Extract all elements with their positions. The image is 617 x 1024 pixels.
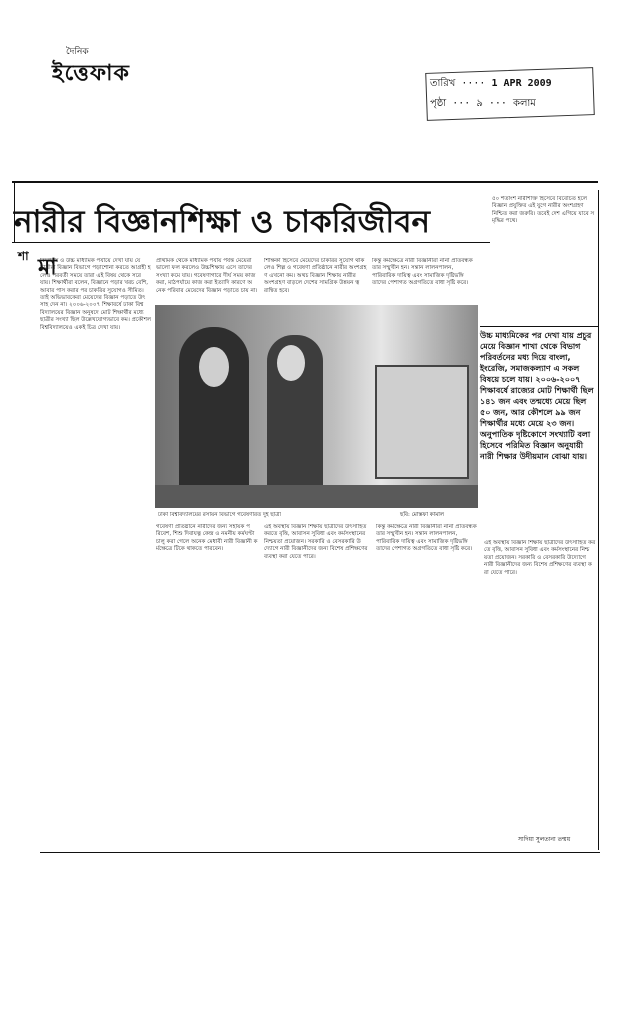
stamp-date: 1 APR 2009 <box>491 78 552 89</box>
article-photo <box>155 305 478 508</box>
stamp-column-label: কলাম <box>512 98 536 109</box>
column-7 <box>376 524 480 834</box>
column-text: কিন্তু কর্মক্ষেত্রে নারী বিজ্ঞানীরা নানা প্রতিবন্ধকতার সম্মুখীন হন। সন্তান লালনপালন, পারিবারিক দায়িত্ব এবং সামাজিক দৃষ্টিভঙ্গি তাদের পেশাগত অগ্রগতিতে বাধা সৃষ্টি করে। <box>376 524 477 553</box>
column-text: শিক্ষিকা হিসেবে মেয়েদের চাকরির সুযোগ থাকলেও শিল্প ও গবেষণা প্রতিষ্ঠানে নারীর অংশগ্রহণ এখনো কম। অথচ বিজ্ঞান শিক্ষায় নারীর অংশগ্রহণ বাড়লে দেশের সামগ্রিক উন্নয়ন ত্বরান্বিত হবে। <box>264 258 367 294</box>
column-text: এই অবস্থায় বিজ্ঞান শিক্ষায় ছাত্রীদের উৎসাহিত করতে বৃত্তি, আবাসন সুবিধা এবং কর্মসংস্থানের নিশ্চয়তা প্রয়োজন। সরকারি ও বেসরকারি উদ্যোগে নারী বিজ্ঞানীদের জন্য বিশেষ প্রশিক্ষণের ব্যবস্থা করা যেতে পারে। <box>264 524 368 560</box>
headline-rule <box>12 242 490 243</box>
stamp-date-label: তারিখ <box>430 78 456 89</box>
column-text: কিন্তু কর্মক্ষেত্রে নারী বিজ্ঞানীরা নানা প্রতিবন্ধকতার সম্মুখীন হন। সন্তান লালনপালন, পারিবারিক দায়িত্ব এবং সামাজিক দৃষ্টিভঙ্গি তাদের পেশাগত অগ্রগতিতে বাধা সৃষ্টি করে। <box>372 258 473 287</box>
bottom-rule <box>40 852 600 853</box>
byline: সাদিয়া সুলতানা তন্ময় <box>518 836 571 843</box>
pull-quote-rule <box>480 326 598 327</box>
column-text: এই অবস্থায় বিজ্ঞান শিক্ষায় ছাত্রীদের উৎসাহিত করতে বৃত্তি, আবাসন সুবিধা এবং কর্মসংস্থানের নিশ্চয়তা প্রয়োজন। সরকারি ও বেসরকারি উদ্যোগে নারী বিজ্ঞানীদের জন্য বিশেষ প্রশিক্ষণের ব্যবস্থা করা যেতে পারে। <box>484 540 596 576</box>
column-2 <box>156 258 260 302</box>
stamp-page: ৯ <box>476 98 483 109</box>
masthead-logo: ইত্তেফাক <box>52 61 130 86</box>
column-text: গবেষণা প্রতিষ্ঠানে নারীদের জন্য সহায়ক পরিবেশ, শিশু দিবাযত্ন কেন্দ্র ও নমনীয় কর্মঘণ্টা চালু করা গেলে অনেক মেধাবী নারী বিজ্ঞানী কর্মক্ষেত্রে টিকে থাকতে পারবেন। <box>156 524 258 553</box>
stamp-page-label: পৃষ্ঠা <box>430 98 447 109</box>
column-text: বিদ্যালয় ও উচ্চ মাধ্যমিক পর্যায়ে দেখা যায় যে ছাত্রীরা বিজ্ঞান বিভাগে পড়াশোনা করতে আগ্রহী হলেও পরবর্তী সময়ে তারা এই বিষয় থেকে সরে যায়। শিক্ষার্থীরা বলেন, বিজ্ঞানে পড়ার খরচ বেশি, আবার পাস করার পর চাকরির সুযোগও সীমিত। তাই অভিভাবকেরা মেয়েদের বিজ্ঞান পড়াতে উৎসাহ দেন না। ২০০৬-২০০৭ শিক্ষাবর্ষে ঢাকা বিশ্ববিদ্যালয়ের বিজ্ঞান অনুষদে মোট শিক্ষার্থীর মধ্যে ছাত্রীর সংখ্যা ছিল উল্লেখযোগ্যভাবে কম। প্রকৌশল বিশ্ববিদ্যালয়েও একই চিত্র দেখা যায়। <box>40 258 152 331</box>
stamp-page-row: পৃষ্ঠা ··· ৯ ··· কলাম <box>430 98 536 109</box>
pull-quote: উচ্চ মাধ্যমিকের পর দেখা যায় প্রচুর মেয়ে বিজ্ঞান শাখা থেকে বিভাগ পরিবর্তনের মধ্য দিয়ে বাংলা, ইংরেজি, সমাজকল্যাণ এ সকল বিষয়ে চলে যায়। ২০০৬-২০০৭ শিক্ষাবর্ষে রাজ্যের মোট শিক্ষার্থী ছিল ১৪১ জন এবং তন্মধ্যে মেয়ে ছিল ৫০ জন, আর কৌশলে ৯৯ জন শিক্ষার্থীর মধ্যে মেয়ে ২৩ জন। অনুপাতিক দৃষ্টিকোণে সংখ্যাটি বলা হিসেবে পরিমিত বিজ্ঞান অনুযায়ী নারী শিক্ষার উদীয়মান বোঝা যায়। <box>480 331 594 461</box>
photo-face-left <box>199 347 229 387</box>
column-text: প্রাথমিক থেকে মাধ্যমিক পর্যায় পর্যন্ত মেয়েরা ভালো ফল করলেও উচ্চশিক্ষায় এসে তাদের সংখ্যা কমে যায়। গবেষণাগারে দীর্ঘ সময় কাজ করা, মাঠপর্যায়ে কাজ করা ইত্যাদি কারণে অনেক পরিবার মেয়েদের বিজ্ঞান পড়াতে চায় না। <box>156 258 258 294</box>
lead-marker: শা <box>18 249 29 263</box>
photo-lab-bench <box>155 485 478 508</box>
photo-face-right <box>277 345 305 381</box>
top-rule <box>12 181 598 183</box>
column-1 <box>40 258 152 840</box>
column-5 <box>156 524 260 834</box>
column-6 <box>264 524 370 834</box>
photo-caption: ঢাকা বিশ্ববিদ্যালয়ের রসায়ন বিভাগে গবেষণারত দুই ছাত্রী <box>158 512 281 518</box>
column-right-top <box>492 196 598 324</box>
photo-credit: ছবি: মোস্তফা কামাল <box>400 512 444 518</box>
photo-lab-equipment <box>375 365 469 479</box>
column-4 <box>372 258 478 302</box>
drop-cap: মা <box>38 255 57 280</box>
column-3 <box>264 258 368 302</box>
stamp-date-row: তারিখ ···· 1 APR 2009 <box>430 78 552 89</box>
column-text: ৫০ শতাংশ নারীশক্তি হিসেবে বিবেচিত হলে বিজ্ঞান প্রযুক্তির এই যুগে নারীর অংশগ্রহণ নিশ্চিত করা জরুরি। তবেই দেশ এগিয়ে যাবে সমৃদ্ধির পথে। <box>492 196 595 225</box>
headline: নারীর বিজ্ঞানশিক্ষা ও চাকরিজীবন <box>14 204 430 240</box>
masthead-prefix: দৈনিক <box>66 47 89 57</box>
column-8 <box>484 540 596 830</box>
right-rule <box>598 190 599 850</box>
date-stamp <box>424 70 596 122</box>
